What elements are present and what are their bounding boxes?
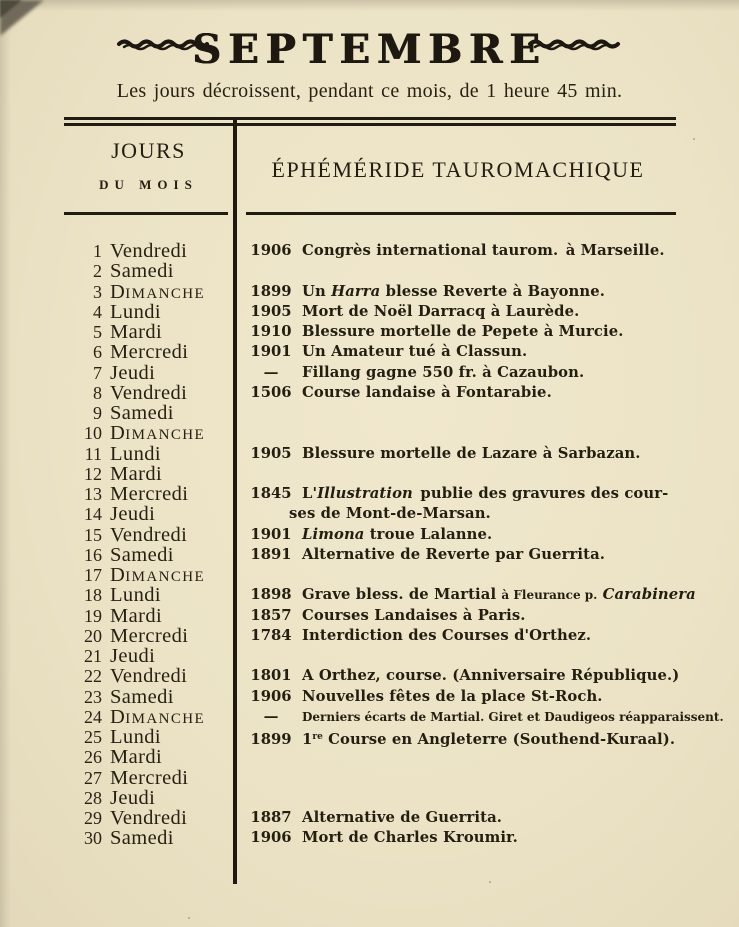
event-segment: Blessure mortelle de Lazare à Sarbazan. (302, 444, 641, 462)
day-number: 3 (93, 281, 102, 302)
calendar-row (0, 241, 739, 261)
event-text (247, 687, 733, 707)
event-year: — (263, 363, 279, 381)
event-segment: à Fleurance p. (501, 588, 598, 603)
event-text (247, 707, 733, 727)
calendar-row (0, 403, 739, 423)
event-segment: L' (302, 485, 318, 502)
day-number: 1 (93, 241, 102, 261)
calendar-row (0, 302, 739, 322)
event-year: 1887 (250, 809, 292, 826)
day-number: 14 (84, 504, 102, 525)
day-number: 28 (84, 787, 102, 808)
weekday-smallcaps: IMANCHE (125, 427, 206, 444)
event-text (247, 525, 733, 545)
event-year: 1899 (250, 731, 292, 748)
weekday-label: Vendredi (110, 240, 188, 262)
calendar-row (0, 545, 739, 565)
weekday-smallcaps: IMANCHE (125, 285, 206, 302)
event-segment: A Orthez, course. (Anniversaire République.) (302, 667, 680, 685)
event-year: 1906 (250, 829, 292, 847)
top-double-rule (64, 117, 676, 126)
event-text (247, 302, 733, 322)
calendar-row (0, 504, 739, 524)
paper-speck (489, 881, 491, 883)
event-segment: Limona (302, 525, 365, 543)
day-number: 23 (84, 686, 102, 707)
event-text (247, 585, 733, 605)
event-year: 1906 (250, 242, 292, 259)
day-number: 9 (93, 403, 102, 423)
event-year: 1905 (250, 444, 292, 462)
calendar-row (0, 626, 739, 646)
event-segment: Nouvelles fêtes de la place St-Roch. (302, 687, 603, 705)
event-text (247, 606, 733, 626)
weekday-label: Vendredi (110, 523, 188, 546)
weekday-initial: D (110, 564, 126, 586)
weekday-label: Mercredi (110, 341, 189, 364)
day-number: 30 (84, 828, 102, 849)
calendar-row (0, 747, 739, 767)
calendar-row (0, 727, 739, 747)
event-segment: publie des gravures des cour- (412, 485, 669, 502)
event-segment: Fillang gagne 550 fr. à Cazaubon. (302, 363, 585, 381)
weekday-label: Samedi (110, 402, 174, 424)
event-segment: Harra (331, 282, 381, 300)
event-segment: re (312, 732, 323, 742)
weekday-label: Lundi (110, 300, 161, 323)
event-text (247, 322, 733, 342)
event-segment: Blessure mortelle de Pepete à Murcie. (302, 323, 624, 340)
day-number: 20 (84, 625, 102, 646)
weekday-smallcaps: IMANCHE (125, 569, 206, 585)
event-segment: Illustration (317, 485, 413, 502)
paper-speck (188, 917, 190, 919)
event-year: 1857 (250, 606, 292, 624)
weekday-label: Samedi (110, 827, 174, 850)
weekday-label: Mardi (110, 604, 163, 627)
day-number: 29 (84, 808, 102, 828)
wavy-rule-icon (116, 37, 210, 53)
event-year: 1506 (250, 383, 292, 401)
calendar-row (0, 464, 739, 484)
event-segment: blesse Reverte à Bayonne. (380, 282, 606, 300)
event-year: 1905 (250, 302, 292, 320)
weekday-label: Mercredi (110, 624, 189, 647)
weekday-label: Mardi (110, 462, 163, 485)
event-segment: Carabinera (602, 586, 696, 604)
calendar-row (0, 322, 739, 342)
calendar-rows (0, 241, 739, 849)
event-text (247, 808, 733, 828)
event-year: 1784 (250, 626, 292, 644)
weekday-label: Mardi (110, 321, 163, 343)
calendar-row (0, 646, 739, 666)
event-year: 1891 (250, 545, 292, 563)
calendar-row (0, 525, 739, 545)
event-segment: Congrès international taurom. à Marseille. (302, 242, 665, 259)
day-number: 10 (84, 423, 102, 444)
days-header-line1: JOURS (111, 138, 186, 163)
event-text (247, 444, 733, 464)
calendar-row (0, 828, 739, 848)
calendar-row (0, 666, 739, 686)
event-segment: Un (302, 282, 332, 300)
weekday-initial: D (110, 705, 126, 728)
event-segment: Interdiction des Courses d'Orthez. (302, 626, 592, 644)
event-segment: Courses Landaises à Paris. (302, 606, 526, 624)
day-number: 8 (93, 382, 102, 403)
calendar-row (0, 261, 739, 281)
weekday-label: Jeudi (110, 645, 156, 667)
calendar-row (0, 363, 739, 383)
weekday-label: Vendredi (110, 381, 188, 404)
day-number: 6 (93, 342, 102, 363)
event-segment: Alternative de Guerrita. (302, 809, 503, 826)
weekday-label: Vendredi (110, 665, 188, 688)
day-number: 19 (84, 605, 102, 626)
wavy-rule-icon (527, 37, 621, 53)
header-rule-right (246, 212, 676, 215)
weekday-label: Lundi (110, 584, 161, 607)
calendar-row (0, 565, 739, 585)
weekday-label: Samedi (110, 685, 174, 708)
calendar-row (0, 383, 739, 403)
ephemeride-column-header: ÉPHÉMÉRIDE TAUROMACHIQUE (271, 157, 645, 182)
page-corner-shadow-inner (0, 0, 22, 18)
event-segment: Course en Angleterre (Southend-Kuraal). (322, 731, 676, 748)
event-segment: Course landaise à Fontarabie. (302, 383, 552, 401)
weekday-label: Jeudi (110, 786, 156, 809)
event-segment: Derniers écarts de Martial. Giret et Daudigeos réapparaissent. (302, 709, 724, 724)
day-number: 24 (84, 706, 102, 727)
weekday-label: Mercredi (110, 483, 189, 505)
event-segment: Mort de Charles Kroumir. (302, 829, 518, 847)
event-text (247, 383, 733, 403)
calendar-row (0, 808, 739, 828)
event-year: 1899 (250, 282, 292, 300)
day-number: 25 (84, 727, 102, 747)
event-text (247, 363, 733, 383)
event-year: — (263, 707, 279, 725)
day-number: 22 (84, 666, 102, 687)
day-number: 13 (84, 484, 102, 504)
event-segment: Grave bless. de Martial (302, 586, 502, 604)
day-number: 11 (84, 443, 102, 464)
event-text (247, 282, 733, 302)
calendar-row (0, 282, 739, 302)
calendar-row (0, 342, 739, 362)
event-year: 1901 (250, 343, 292, 361)
event-segment: Mort de Noël Darracq à Laurède. (302, 302, 580, 320)
day-number: 17 (84, 565, 102, 585)
calendar-row (0, 788, 739, 808)
event-year: 1901 (250, 525, 292, 543)
day-number: 15 (84, 524, 102, 545)
event-year: 1910 (250, 323, 292, 340)
weekday-label: Lundi (110, 726, 161, 748)
weekday-label: Samedi (110, 543, 174, 566)
weekday-smallcaps: IMANCHE (125, 710, 206, 727)
calendar-row (0, 585, 739, 605)
day-number: 12 (84, 463, 102, 484)
page-title: SEPTEMBRE (192, 26, 547, 73)
day-number: 2 (93, 261, 102, 282)
weekday-label: Lundi (110, 442, 161, 465)
event-year: 1906 (250, 687, 292, 705)
weekday-label: Jeudi (110, 503, 156, 526)
event-text (247, 666, 733, 686)
event-segment: Alternative de Reverte par Guerrita. (302, 545, 606, 563)
day-number: 18 (84, 585, 102, 606)
event-text (247, 342, 733, 362)
calendar-row (0, 687, 739, 707)
weekday-label: Mardi (110, 746, 163, 769)
event-continuation: ses de Mont-de-Marsan. (289, 505, 491, 523)
event-year: 1801 (250, 667, 292, 685)
weekday-label: Mercredi (110, 766, 189, 789)
day-number: 16 (84, 544, 102, 565)
event-text (247, 241, 733, 261)
days-column-header (64, 138, 233, 193)
calendar-row (0, 606, 739, 626)
calendar-row (0, 707, 739, 727)
event-text (247, 626, 733, 646)
event-segment: Un Amateur tué à Classun. (302, 343, 528, 361)
weekday-initial: D (110, 280, 126, 303)
event-segment: troue Lalanne. (364, 525, 493, 543)
days-header-line2: DU MOIS (99, 177, 198, 192)
weekday-label: Vendredi (110, 807, 188, 829)
subtitle: Les jours décroissent, pendant ce mois, de 1 heure 45 min. (116, 80, 623, 102)
calendar-row (0, 444, 739, 464)
weekday-label: Jeudi (110, 361, 156, 384)
day-number: 27 (84, 767, 102, 788)
event-year: 1898 (250, 586, 292, 604)
event-text (247, 545, 733, 565)
calendar-row (0, 768, 739, 788)
header-rule-left (64, 212, 228, 215)
day-number: 21 (84, 646, 102, 666)
event-segment: 1 (302, 731, 313, 748)
calendar-row (0, 423, 739, 443)
event-text (247, 828, 733, 848)
title-row (0, 26, 739, 73)
day-number: 4 (93, 301, 102, 322)
day-number: 26 (84, 747, 102, 768)
weekday-initial: D (110, 422, 126, 445)
day-number: 7 (93, 362, 102, 383)
day-number: 5 (93, 322, 102, 342)
paper-speck (693, 138, 695, 140)
weekday-label: Samedi (110, 260, 174, 283)
event-year: 1845 (250, 485, 292, 502)
